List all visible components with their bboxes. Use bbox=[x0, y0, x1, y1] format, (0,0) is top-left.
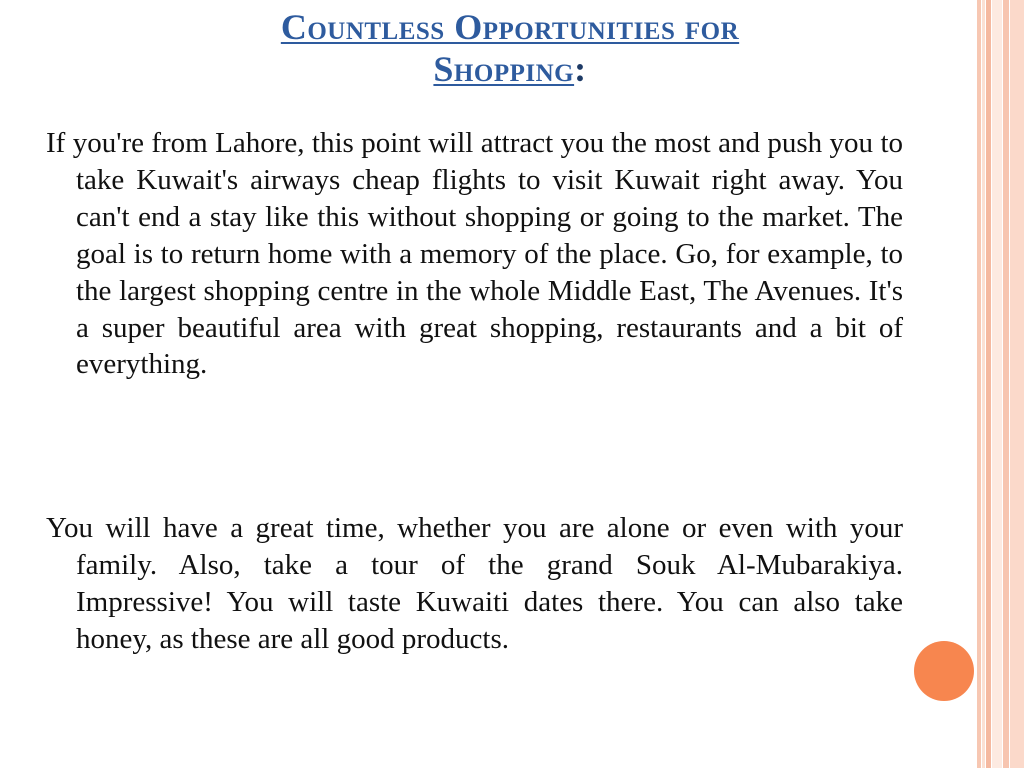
border-stripe bbox=[992, 0, 1002, 768]
border-stripe bbox=[977, 0, 981, 768]
accent-circle bbox=[914, 641, 974, 701]
title-line-1: Countless Opportunities for bbox=[280, 7, 740, 47]
slide-title bbox=[160, 6, 860, 90]
title-colon: : bbox=[574, 49, 587, 89]
border-stripe bbox=[982, 0, 985, 768]
border-stripe bbox=[1010, 0, 1024, 768]
border-stripe bbox=[1003, 0, 1009, 768]
body-paragraph-1: If you're from Lahore, this point will attract you the most and push you to take Kuwait's airways cheap flights to visit Kuwait right away. You can't end a stay like this without shopping or going to the market. The goal is to return home with a memory of the place. Go, for example, to the largest shopping centre in the whole Middle East, The Avenues. It's a super beautiful area with great shopping, restaurants and a bit of everything. bbox=[46, 127, 903, 381]
title-line-2: Shopping bbox=[433, 49, 575, 89]
border-stripe bbox=[986, 0, 991, 768]
body-paragraph-2: You will have a great time, whether you are alone or even with your family. Also, take a tour of the grand Souk Al-Mubarakiya. Impressive! You will taste Kuwaiti dates there. You can also take honey, as these are all good products. bbox=[46, 512, 903, 655]
